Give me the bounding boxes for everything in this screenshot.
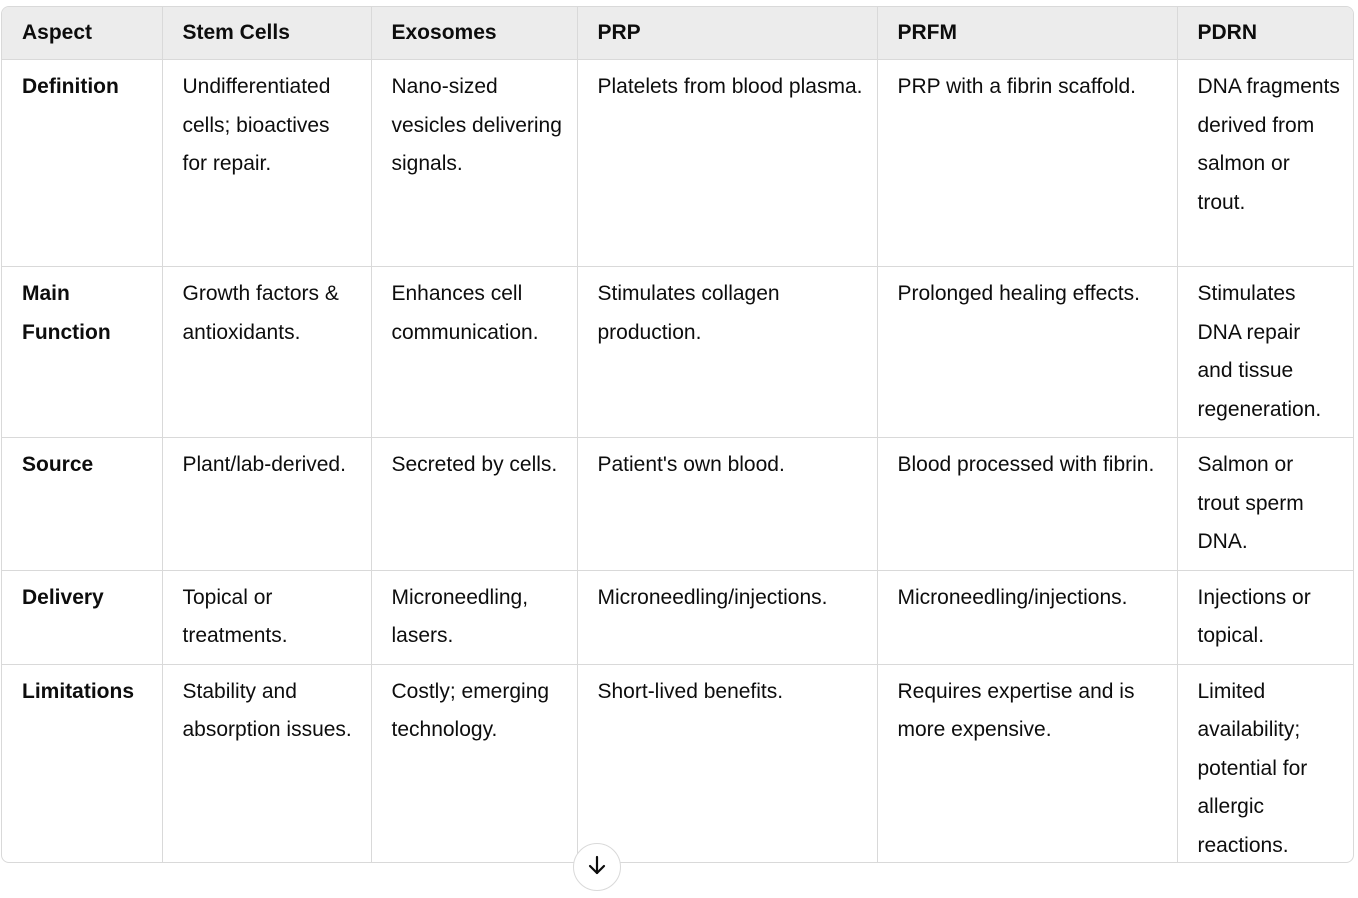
table-cell: Undifferentiated cells; bioactives for repair. <box>162 60 371 267</box>
comparison-table <box>2 7 1353 863</box>
table-cell: Microneedling, lasers. <box>371 570 577 664</box>
table-cell: Plant/lab-derived. <box>162 438 371 571</box>
header-pdrn: PDRN <box>1177 7 1353 60</box>
row-label: Source <box>2 438 162 571</box>
table-row-main-function <box>2 267 1353 438</box>
header-exosomes: Exosomes <box>371 7 577 60</box>
table-cell: Enhances cell communication. <box>371 267 577 438</box>
table-cell: Short-lived benefits. <box>577 664 877 863</box>
table-cell: PRP with a fibrin scaffold. <box>877 60 1177 267</box>
table-cell: Costly; emerging technology. <box>371 664 577 863</box>
row-label: Delivery <box>2 570 162 664</box>
header-aspect: Aspect <box>2 7 162 60</box>
table-row-delivery <box>2 570 1353 664</box>
header-prp: PRP <box>577 7 877 60</box>
row-label: Main Function <box>2 267 162 438</box>
table-row-definition <box>2 60 1353 267</box>
table-cell: Requires expertise and is more expensive. <box>877 664 1177 863</box>
table-row-source <box>2 438 1353 571</box>
arrow-down-icon <box>585 853 609 882</box>
table-cell: Microneedling/injections. <box>877 570 1177 664</box>
table-cell: Stimulates DNA repair and tissue regeneration. <box>1177 267 1353 438</box>
table-cell: Injections or topical. <box>1177 570 1353 664</box>
header-prfm: PRFM <box>877 7 1177 60</box>
table-cell: DNA fragments derived from salmon or trout. <box>1177 60 1353 267</box>
table-cell: Prolonged healing effects. <box>877 267 1177 438</box>
table-cell: Growth factors & antioxidants. <box>162 267 371 438</box>
header-stem-cells: Stem Cells <box>162 7 371 60</box>
table-row-limitations <box>2 664 1353 863</box>
scroll-down-button[interactable] <box>573 843 621 891</box>
table-cell: Limited availability; potential for allergic reactions. <box>1197 679 1308 857</box>
table-cell: Stimulates collagen production. <box>577 267 877 438</box>
table-cell: Blood processed with fibrin. <box>877 438 1177 571</box>
table-cell: Secreted by cells. <box>371 438 577 571</box>
comparison-table-container <box>1 6 1354 863</box>
table-cell: Topical or treatments. <box>162 570 371 664</box>
row-label: Limitations <box>2 664 162 863</box>
row-label: Definition <box>2 60 162 267</box>
table-cell: Patient's own blood. <box>577 438 877 571</box>
table-cell: Salmon or trout sperm DNA. <box>1177 438 1353 571</box>
table-cell: Microneedling/injections. <box>577 570 877 664</box>
table-cell: Stability and absorption issues. <box>162 664 371 863</box>
table-cell: Nano-sized vesicles delivering signals. <box>371 60 577 267</box>
table-header-row <box>2 7 1353 60</box>
table-cell: Platelets from blood plasma. <box>577 60 877 267</box>
